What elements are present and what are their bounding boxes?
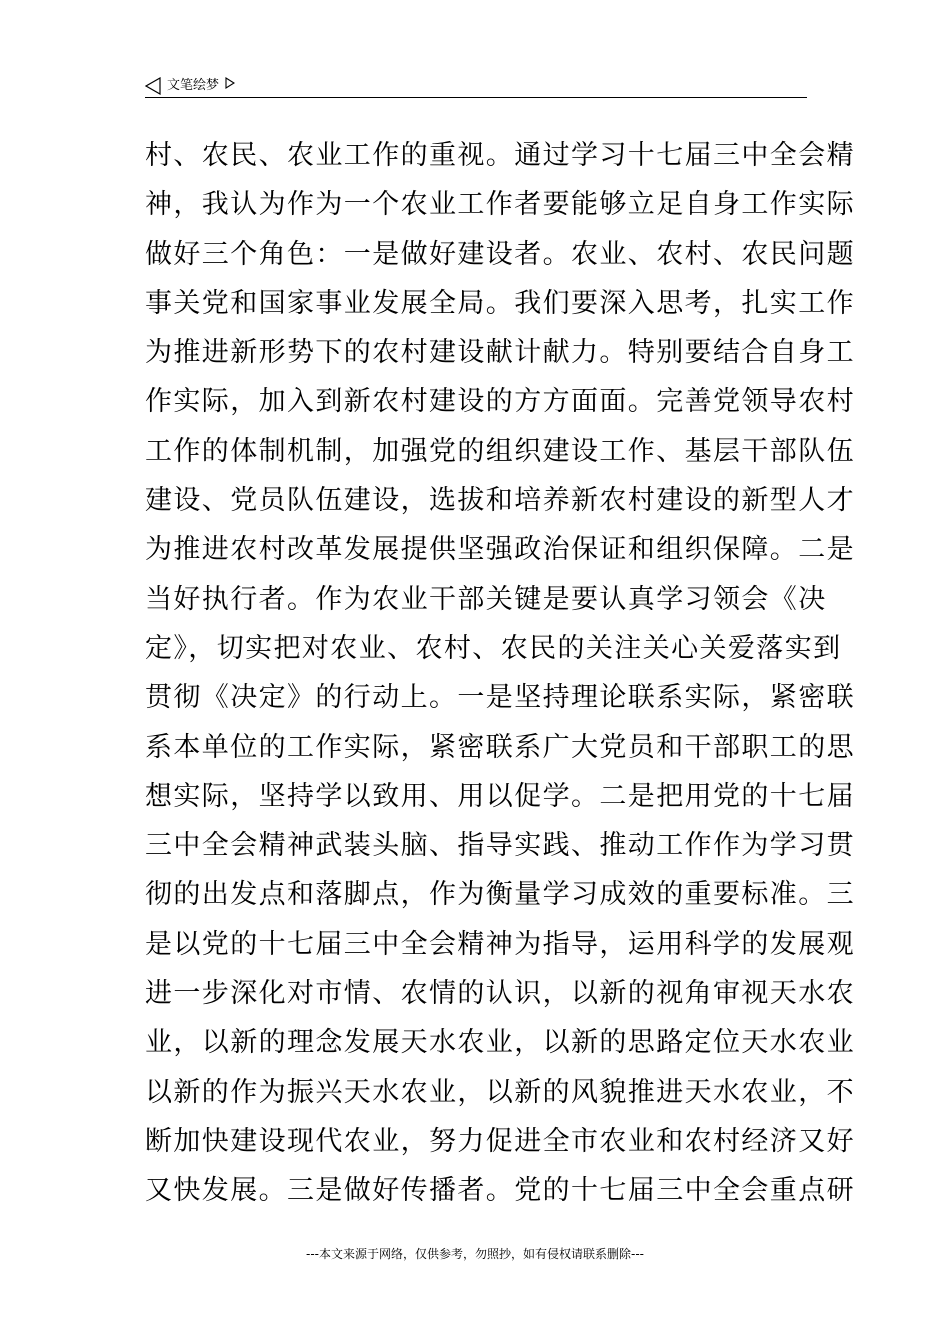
text-line: 是以党的十七届三中全会精神为指导，运用科学的发展观 (145, 928, 855, 960)
body-text (145, 131, 855, 1216)
text-line: 神，我认为作为一个农业工作者要能够立足自身工作实际 (145, 189, 855, 221)
header-title: 文笔绘梦 (167, 78, 220, 93)
footer-disclaimer: ---本文来源于网络，仅供参考，勿照抄，如有侵权请联系删除--- (306, 1247, 644, 1261)
text-line: 为推进新形势下的农村建设献计献力。特别要结合自身工 (145, 337, 855, 369)
text-line: 村、农民、农业工作的重视。通过学习十七届三中全会精 (145, 140, 855, 171)
text-line: 断加快建设现代农业，努力促进全市农业和农村经济又好 (145, 1125, 855, 1157)
text-line: 贯彻《决定》的行动上。一是坚持理论联系实际，紧密联 (145, 682, 855, 714)
text-line: 三中全会精神武装头脑、指导实践、推动工作作为学习贯 (145, 830, 855, 862)
text-line: 想实际，坚持学以致用、用以促学。二是把用党的十七届 (145, 780, 855, 812)
page-header (145, 74, 807, 98)
triangle-right-icon (225, 77, 235, 89)
header-divider (145, 97, 807, 98)
text-line: 定》，切实把对农业、农村、农民的关注关心关爱落实到 (145, 632, 842, 664)
text-line: 当好执行者。作为农业干部关键是要认真学习领会《决 (145, 583, 827, 615)
text-line: 以新的作为振兴天水农业，以新的风貌推进天水农业，不 (145, 1076, 855, 1108)
text-line: 业，以新的理念发展天水农业，以新的思路定位天水农业 (145, 1027, 855, 1059)
text-line: 进一步深化对市情、农情的认识，以新的视角审视天水农 (145, 978, 855, 1010)
text-line: 又快发展。三是做好传播者。党的十七届三中全会重点研 (145, 1175, 855, 1207)
text-line: 系本单位的工作实际，紧密联系广大党员和干部职工的思 (145, 731, 855, 763)
text-line: 做好三个角色：一是做好建设者。农业、农村、农民问题 (145, 238, 855, 270)
text-line: 作实际，加入到新农村建设的方方面面。完善党领导农村 (145, 386, 855, 418)
text-line: 工作的体制机制，加强党的组织建设工作、基层干部队伍 (145, 435, 855, 467)
text-line: 事关党和国家事业发展全局。我们要深入思考，扎实工作 (145, 287, 855, 319)
triangle-left-icon (145, 77, 161, 95)
text-line: 为推进农村改革发展提供坚强政治保证和组织保障。二是 (145, 534, 855, 566)
text-line: 建设、党员队伍建设，选拔和培养新农村建设的新型人才 (145, 485, 855, 517)
text-line: 彻的出发点和落脚点，作为衡量学习成效的重要标准。三 (145, 879, 855, 911)
